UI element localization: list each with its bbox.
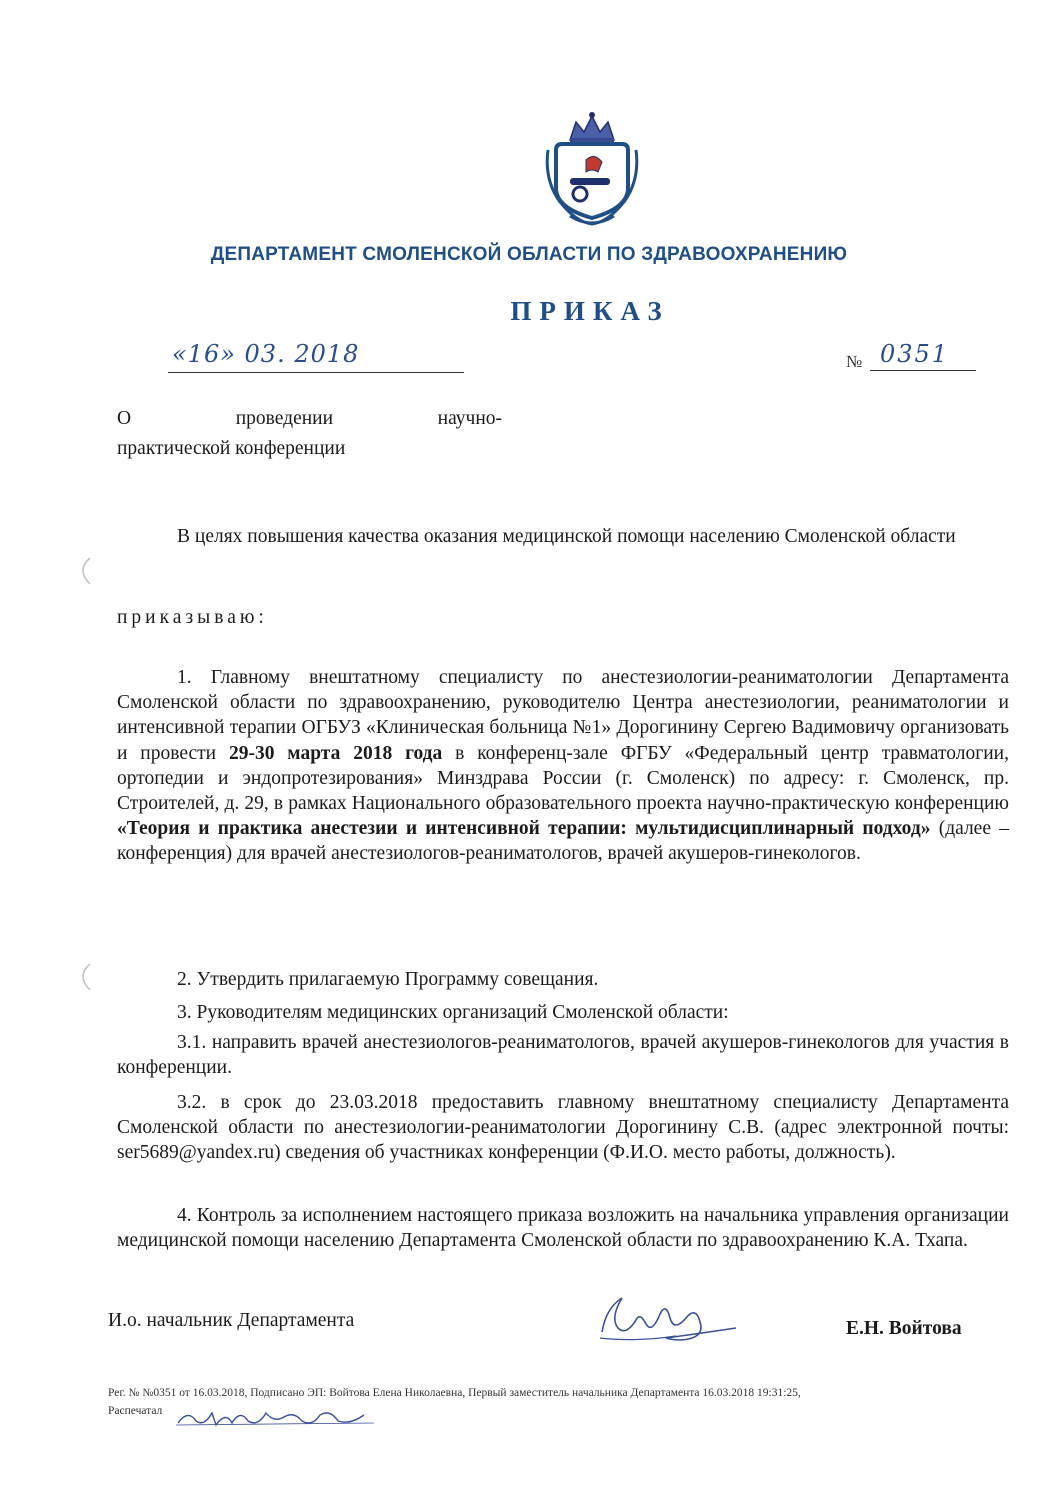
subject-line-2: практической конференции (117, 438, 346, 459)
command-word: приказываю: (117, 607, 268, 628)
margin-mark (74, 556, 94, 586)
order-item-4: 4. Контроль за исполнением настоящего приказа возложить на начальника управления организации медицинской помощи населению Департамента Смоленской области по здравоохранению К.А. Тхапа. (117, 1205, 1009, 1252)
order-number: 0351 (880, 340, 950, 368)
number-underline (870, 370, 976, 371)
item-1-conference-title: «Теория и практика анестезии и интенсивной терапии: мультидисциплинарный подход» (117, 818, 931, 840)
signatory-role: И.о. начальник Департамента (108, 1310, 355, 1331)
margin-mark (74, 962, 94, 992)
order-date: «16» 03. 2018 (172, 340, 360, 368)
order-item-3: 3. Руководителям медицинских организаций Смоленской области: (177, 1002, 729, 1023)
coat-of-arms-icon (540, 110, 644, 230)
order-subject (117, 404, 502, 464)
date-underline (168, 372, 464, 373)
department-name: ДЕПАРТАМЕНТ СМОЛЕНСКОЙ ОБЛАСТИ ПО ЗДРАВООХРАНЕНИЮ (210, 244, 848, 265)
item-1-text-a: 1. Главному внештатному специалисту по анестезиологии-реаниматологии Департамента Смоленской области по здравоохранению, руководителю Центра анестезиологии, реаниматологии и интенсивной терапии ОГБУЗ «Клиническая больница №1» Дорогинину Сергею Вадимовичу организовать и провести (117, 667, 1009, 764)
item-1-text-b: в конференц-зале ФГБУ «Федеральный центр травматологии, ортопедии и эндопротезирования» Минздрава России (г. Смоленск) по адресу: г. Смоленск, пр. Строителей, д. 29, в рамках Национального образовательного проекта научно-практическую конференцию (117, 742, 1009, 815)
handwritten-signature (596, 1288, 746, 1346)
order-item-3-1: 3.1. направить врачей анестезиологов-реаниматологов, врачей акушеров-гинекологов для участия в конференции. (117, 1032, 1009, 1079)
signatory-name: Е.Н. Войтова (846, 1318, 962, 1339)
item-1-text-c: (далее – конференция) для врачей анестезиологов-реаниматологов, врачей акушеров-гинекологов. (117, 818, 1009, 865)
order-number-label: № (846, 352, 863, 371)
handwritten-printer-name (174, 1403, 384, 1429)
order-item-3-2: 3.2. в срок до 23.03.2018 предоставить главному внештатному специалисту Департамента Смоленской области по анестезиологии-реаниматологии Дорогинину С.В. (адрес электронной почты: ser5689@yandex.ru) сведения об участниках конференции (Ф.И.О. место работы, должность). (117, 1092, 1009, 1164)
item-1-date: 29-30 марта 2018 года (228, 742, 443, 764)
subject-line-1: О проведении научно- (117, 408, 502, 429)
registration-line: Рег. № №0351 от 16.03.2018, Подписано ЭП: Войтова Елена Николаевна, Первый заместитель начальника Департамента 16.03.2018 19:31:25, (108, 1387, 801, 1399)
printed-by-label: Распечатал (108, 1405, 163, 1417)
preamble: В целях повышения качества оказания медицинской помощи населению Смоленской области (177, 526, 956, 547)
document-title: ПРИКАЗ (510, 296, 670, 326)
order-item-2: 2. Утвердить прилагаемую Программу совещания. (177, 969, 599, 990)
order-item-1 (117, 665, 1009, 867)
